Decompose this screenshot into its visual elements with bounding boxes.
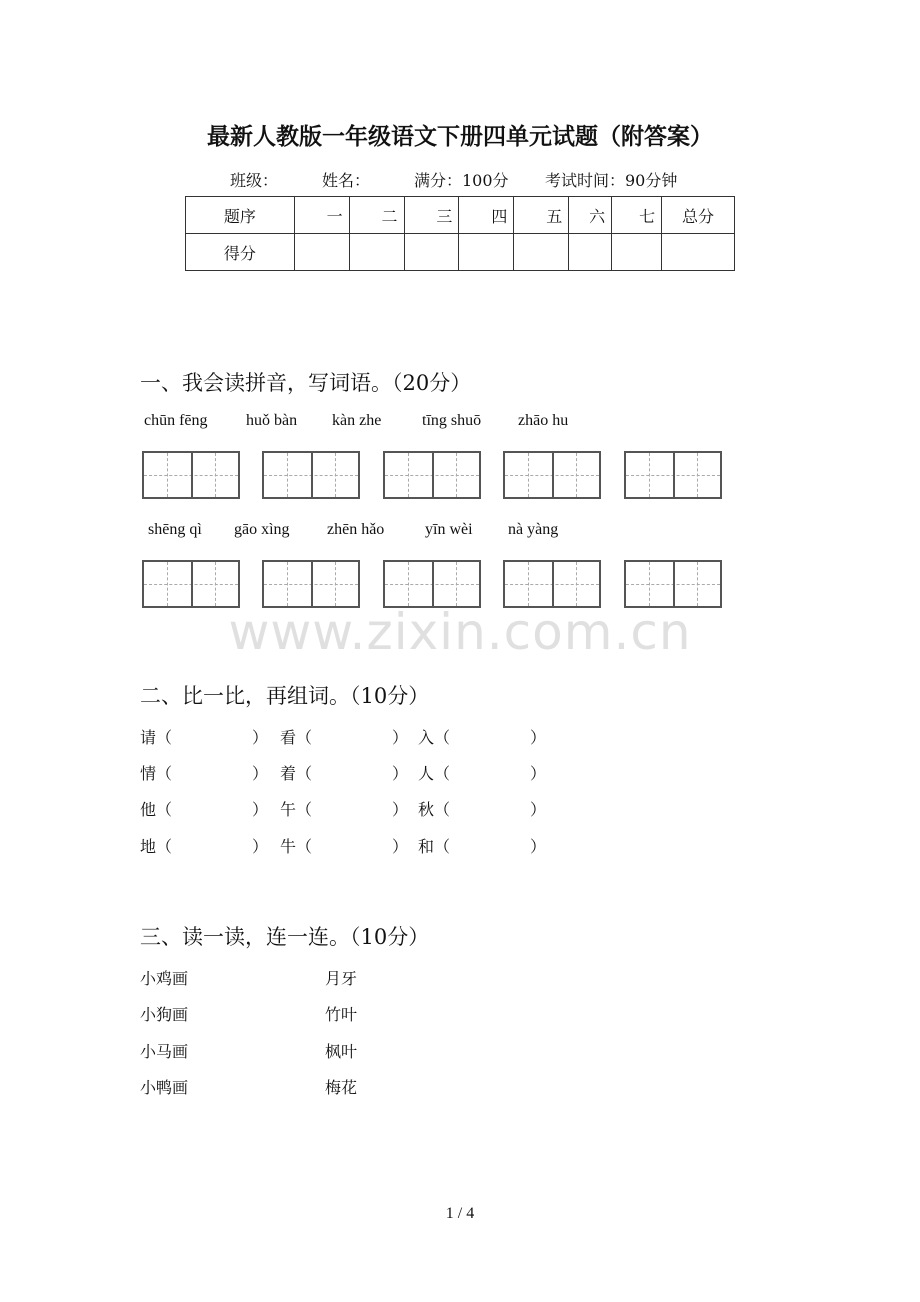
word-char: 入（ xyxy=(418,728,451,747)
writing-grid[interactable] xyxy=(262,560,360,608)
section3-heading: 三、读一读，连一连。（10分） xyxy=(140,925,430,949)
word-blank-close: ） xyxy=(252,800,269,819)
word-blank-close: ） xyxy=(252,764,269,783)
pinyin-label: kàn zhe xyxy=(332,412,382,429)
score-cell[interactable] xyxy=(459,234,514,271)
pinyin-label: zhāo hu xyxy=(518,412,569,429)
word-blank-close: ） xyxy=(530,800,547,819)
class-label: 班级： xyxy=(230,171,279,190)
word-char: 人（ xyxy=(418,764,451,783)
word-char: 牛（ xyxy=(280,837,313,856)
word-char: 地（ xyxy=(140,837,173,856)
word-blank-close: ） xyxy=(530,728,547,747)
writing-grid[interactable] xyxy=(262,451,360,499)
match-right-item[interactable]: 枫叶 xyxy=(325,1042,358,1061)
pinyin-label: huǒ bàn xyxy=(246,412,298,429)
word-char: 着（ xyxy=(280,764,313,783)
page-number: 1 / 4 xyxy=(445,1205,475,1222)
section2-heading: 二、比一比，再组词。（10分） xyxy=(140,684,430,708)
score-cell[interactable] xyxy=(404,234,459,271)
word-blank-close: ） xyxy=(530,837,547,856)
full-score: 满分：100分 xyxy=(414,171,509,190)
pinyin-label: tīng shuō xyxy=(422,412,482,429)
header-cell: 三 xyxy=(404,197,459,234)
header-cell: 七 xyxy=(612,197,662,234)
score-table-score-row xyxy=(186,234,735,271)
word-char: 和（ xyxy=(418,837,451,856)
word-char: 他（ xyxy=(140,800,173,819)
header-cell: 四 xyxy=(459,197,514,234)
section1-heading: 一、我会读拼音，写词语。（20分） xyxy=(140,371,472,395)
header-cell: 一 xyxy=(294,197,349,234)
exam-time: 考试时间：90分钟 xyxy=(545,171,678,190)
pinyin-label: gāo xìng xyxy=(234,521,290,538)
word-char: 请（ xyxy=(140,728,173,747)
score-cell[interactable] xyxy=(569,234,612,271)
pinyin-label: yīn wèi xyxy=(425,521,473,538)
watermark: www.zixin.com.cn xyxy=(228,603,692,661)
score-table xyxy=(185,196,735,271)
name-label: 姓名： xyxy=(322,171,371,190)
match-left-item[interactable]: 小马画 xyxy=(140,1042,189,1061)
score-cell[interactable] xyxy=(294,234,349,271)
score-row-label: 得分 xyxy=(186,234,295,271)
pinyin-label: nà yàng xyxy=(508,521,559,538)
header-cell: 题序 xyxy=(186,197,295,234)
score-cell[interactable] xyxy=(349,234,404,271)
pinyin-label: shēng qì xyxy=(148,521,202,538)
word-char: 午（ xyxy=(280,800,313,819)
writing-grid[interactable] xyxy=(142,560,240,608)
header-cell: 六 xyxy=(569,197,612,234)
writing-grid[interactable] xyxy=(383,451,481,499)
word-blank-close: ） xyxy=(530,764,547,783)
pinyin-label: chūn fēng xyxy=(144,412,208,429)
word-char: 情（ xyxy=(140,764,173,783)
match-left-item[interactable]: 小鸡画 xyxy=(140,969,189,988)
score-cell[interactable] xyxy=(514,234,569,271)
match-left-item[interactable]: 小狗画 xyxy=(140,1005,189,1024)
word-char: 秋（ xyxy=(418,800,451,819)
pinyin-label: zhēn hǎo xyxy=(327,521,385,538)
writing-grid[interactable] xyxy=(503,451,601,499)
page-title: 最新人教版一年级语文下册四单元试题（附答案） xyxy=(207,123,713,150)
header-cell: 总分 xyxy=(662,197,735,234)
writing-grid[interactable] xyxy=(624,451,722,499)
match-right-item[interactable]: 月牙 xyxy=(325,969,358,988)
score-cell[interactable] xyxy=(662,234,735,271)
writing-grid[interactable] xyxy=(624,560,722,608)
word-blank-close: ） xyxy=(392,764,409,783)
match-right-item[interactable]: 梅花 xyxy=(325,1078,358,1097)
match-right-item[interactable]: 竹叶 xyxy=(325,1005,358,1024)
word-char: 看（ xyxy=(280,728,313,747)
writing-grid[interactable] xyxy=(142,451,240,499)
score-cell[interactable] xyxy=(612,234,662,271)
score-table-header-row xyxy=(186,197,735,234)
header-cell: 二 xyxy=(349,197,404,234)
header-cell: 五 xyxy=(514,197,569,234)
writing-grid[interactable] xyxy=(383,560,481,608)
writing-grid[interactable] xyxy=(503,560,601,608)
word-blank-close: ） xyxy=(252,728,269,747)
word-blank-close: ） xyxy=(392,728,409,747)
word-blank-close: ） xyxy=(392,837,409,856)
word-blank-close: ） xyxy=(252,837,269,856)
word-blank-close: ） xyxy=(392,800,409,819)
match-left-item[interactable]: 小鸭画 xyxy=(140,1078,189,1097)
